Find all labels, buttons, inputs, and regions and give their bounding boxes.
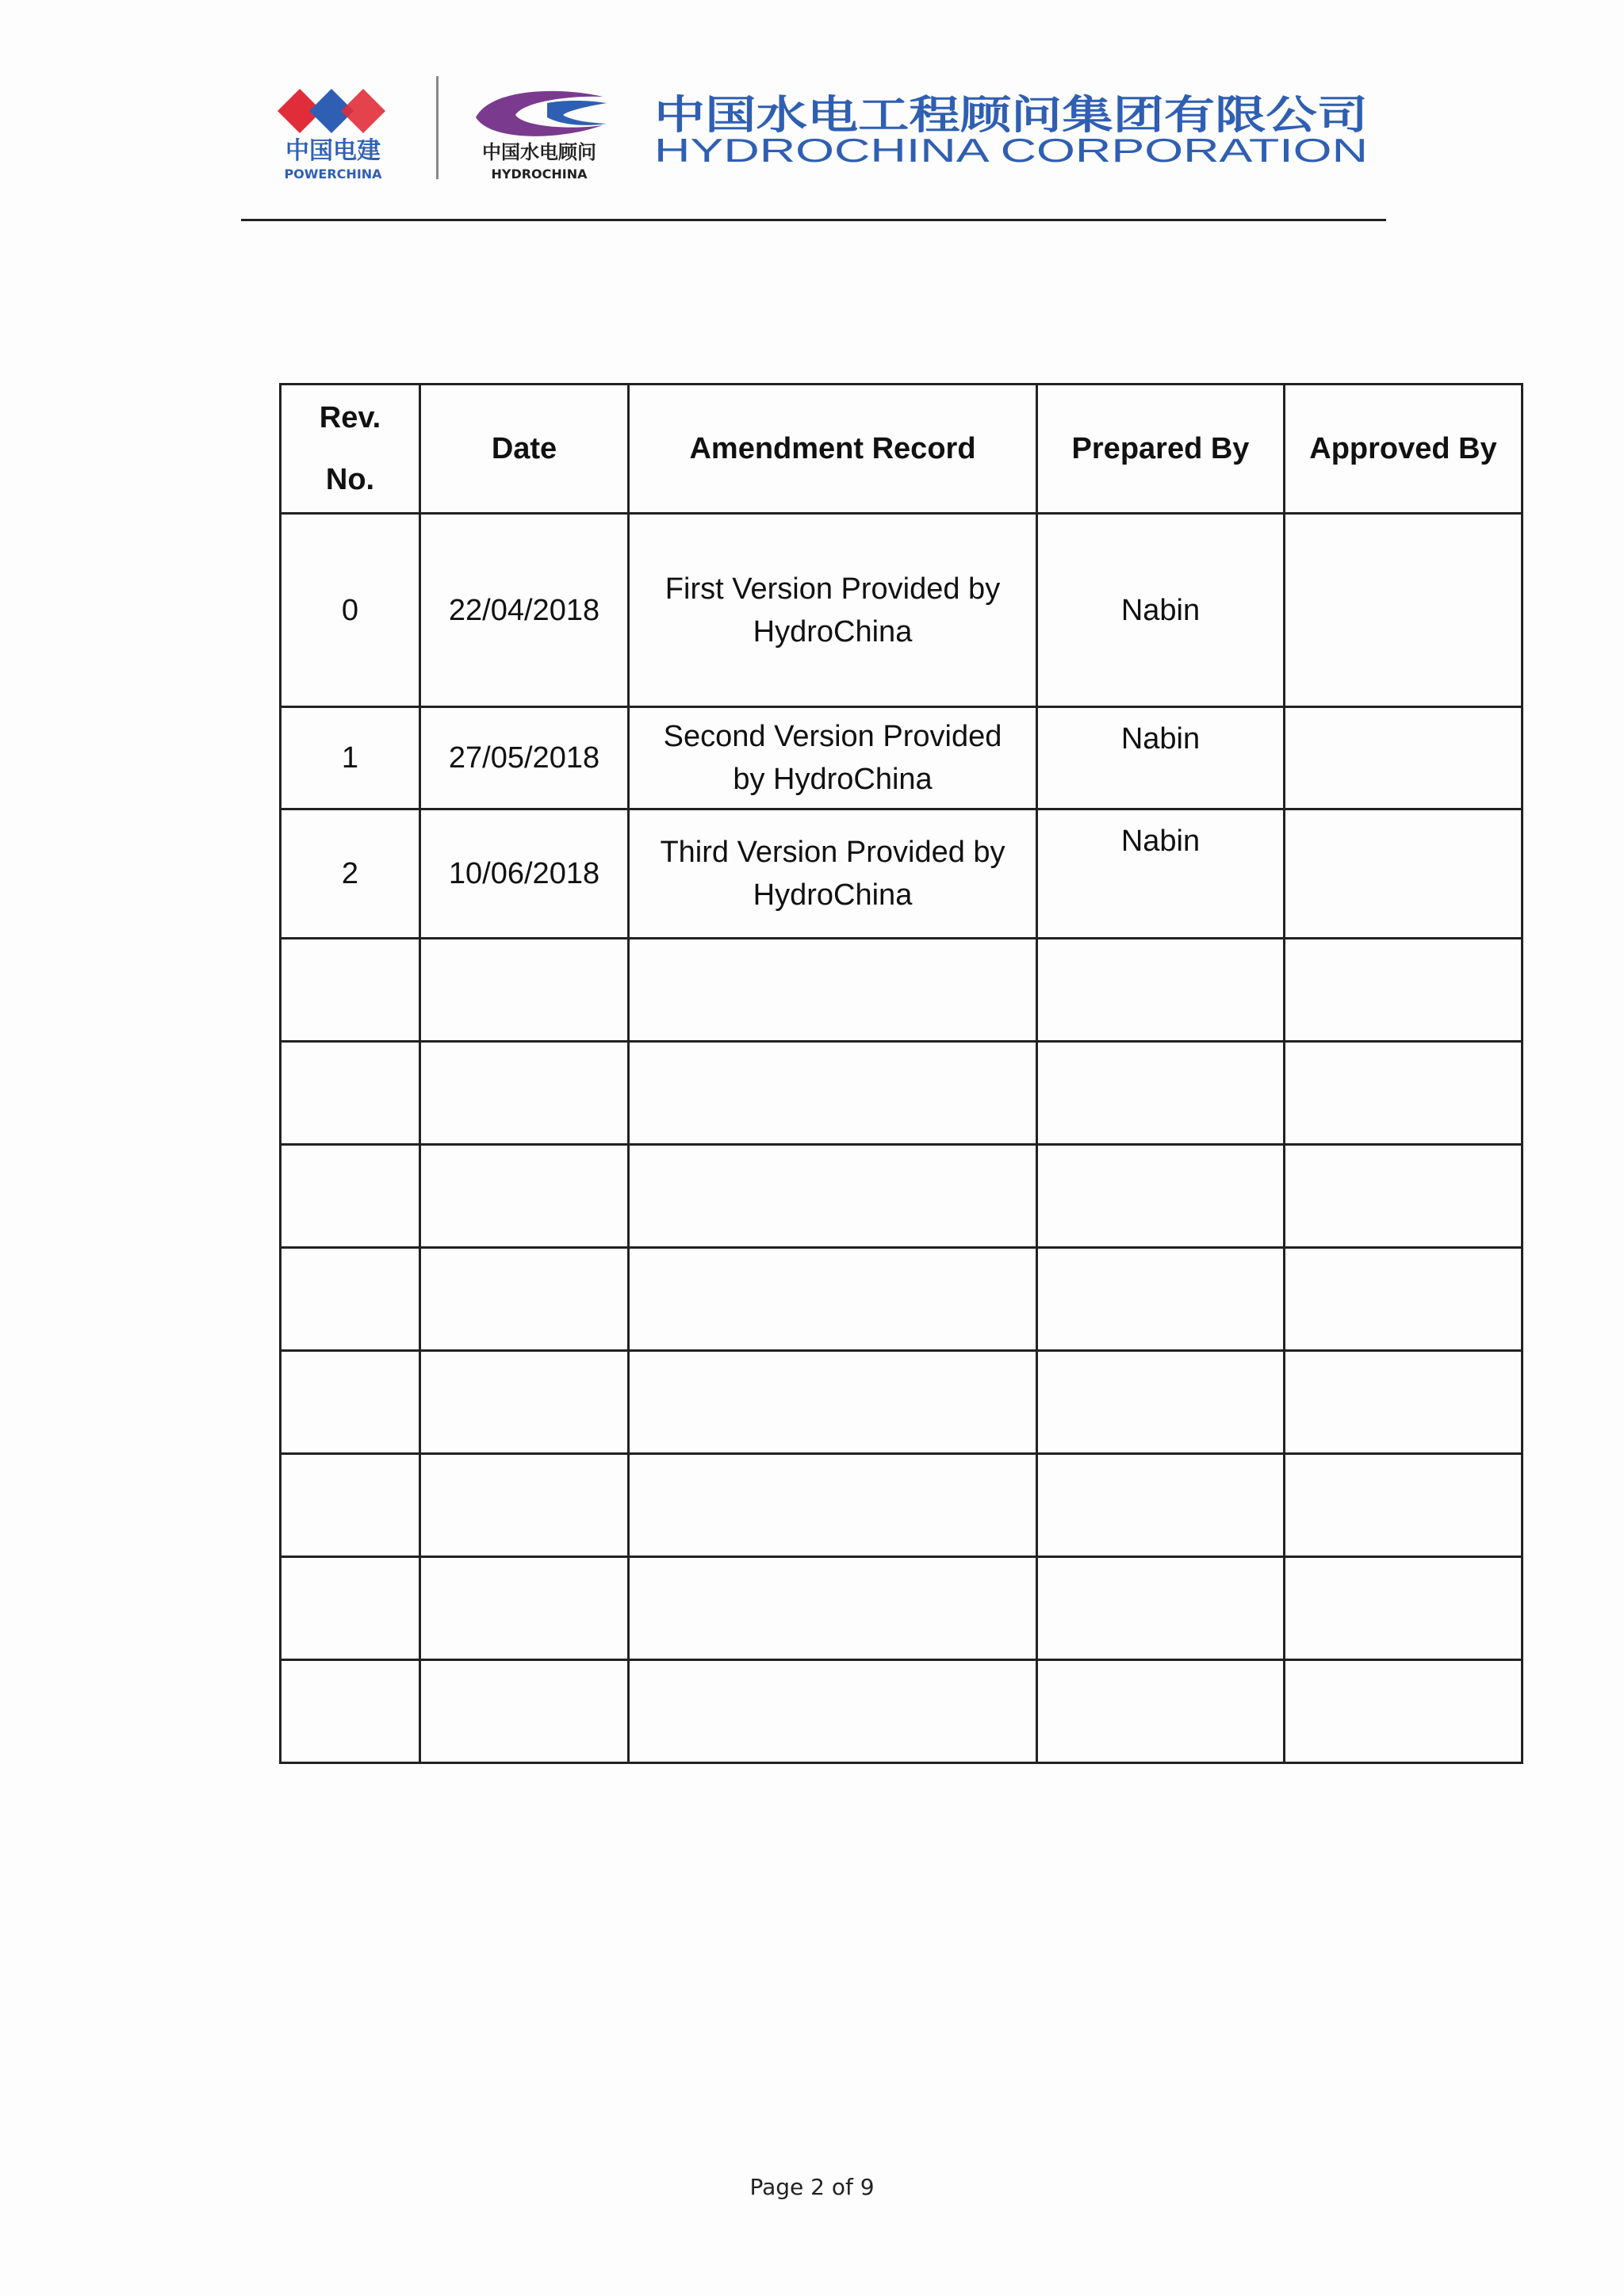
approved-header: Approved By bbox=[1285, 385, 1522, 514]
rev-no-header: Rev. No. bbox=[281, 385, 420, 514]
table-header-row bbox=[281, 385, 1522, 514]
revision-table bbox=[279, 383, 1523, 1764]
date-cell: 10/06/2018 bbox=[420, 809, 629, 939]
company-name-en: HYDROCHINA CORPORATION bbox=[654, 132, 1368, 168]
powerchina-cn-text: 中国电建 bbox=[285, 137, 381, 165]
company-name bbox=[654, 89, 1388, 168]
table-row bbox=[281, 809, 1522, 939]
hydrochina-en-text: HYDROCHINA bbox=[491, 166, 588, 182]
logo-divider bbox=[436, 76, 439, 179]
prepared-header: Prepared By bbox=[1037, 385, 1285, 514]
prepared-cell: Nabin bbox=[1037, 514, 1285, 707]
amendment-cell: First Version Provided by HydroChina bbox=[629, 514, 1037, 707]
rev-cell: 1 bbox=[281, 707, 420, 809]
prepared-cell: Nabin bbox=[1037, 707, 1285, 809]
approved-cell bbox=[1285, 514, 1522, 707]
amendment-cell: Third Version Provided by HydroChina bbox=[629, 809, 1037, 939]
amendment-header: Amendment Record bbox=[629, 385, 1037, 514]
empty-table-row bbox=[281, 939, 1522, 1042]
company-name-cn: 中国水电工程顾问集团有限公司 bbox=[654, 92, 1368, 138]
date-cell: 27/05/2018 bbox=[420, 707, 629, 809]
prepared-cell: Nabin bbox=[1037, 809, 1285, 939]
empty-table-row bbox=[281, 1145, 1522, 1248]
approved-cell bbox=[1285, 809, 1522, 939]
table-row bbox=[281, 707, 1522, 809]
empty-table-row bbox=[281, 1660, 1522, 1763]
empty-table-row bbox=[281, 1454, 1522, 1557]
date-cell: 22/04/2018 bbox=[420, 514, 629, 707]
hydrochina-cn-text: 中国水电顾问 bbox=[482, 141, 596, 163]
powerchina-en-text: POWERCHINA bbox=[284, 166, 382, 182]
date-header: Date bbox=[420, 385, 629, 514]
hydrochina-logo bbox=[460, 79, 619, 182]
empty-table-row bbox=[281, 1351, 1522, 1454]
table-row bbox=[281, 514, 1522, 707]
empty-table-row bbox=[281, 1248, 1522, 1351]
empty-table-row bbox=[281, 1042, 1522, 1145]
page-number: Page 2 of 9 bbox=[749, 2174, 875, 2200]
rev-cell: 2 bbox=[281, 809, 420, 939]
amendment-cell: Second Version Provided by HydroChina bbox=[629, 707, 1037, 809]
rev-cell: 0 bbox=[281, 514, 420, 707]
powerchina-logo bbox=[254, 79, 412, 182]
header-rule bbox=[241, 219, 1386, 221]
empty-table-row bbox=[281, 1557, 1522, 1660]
document-header bbox=[238, 71, 1388, 190]
approved-cell bbox=[1285, 707, 1522, 809]
